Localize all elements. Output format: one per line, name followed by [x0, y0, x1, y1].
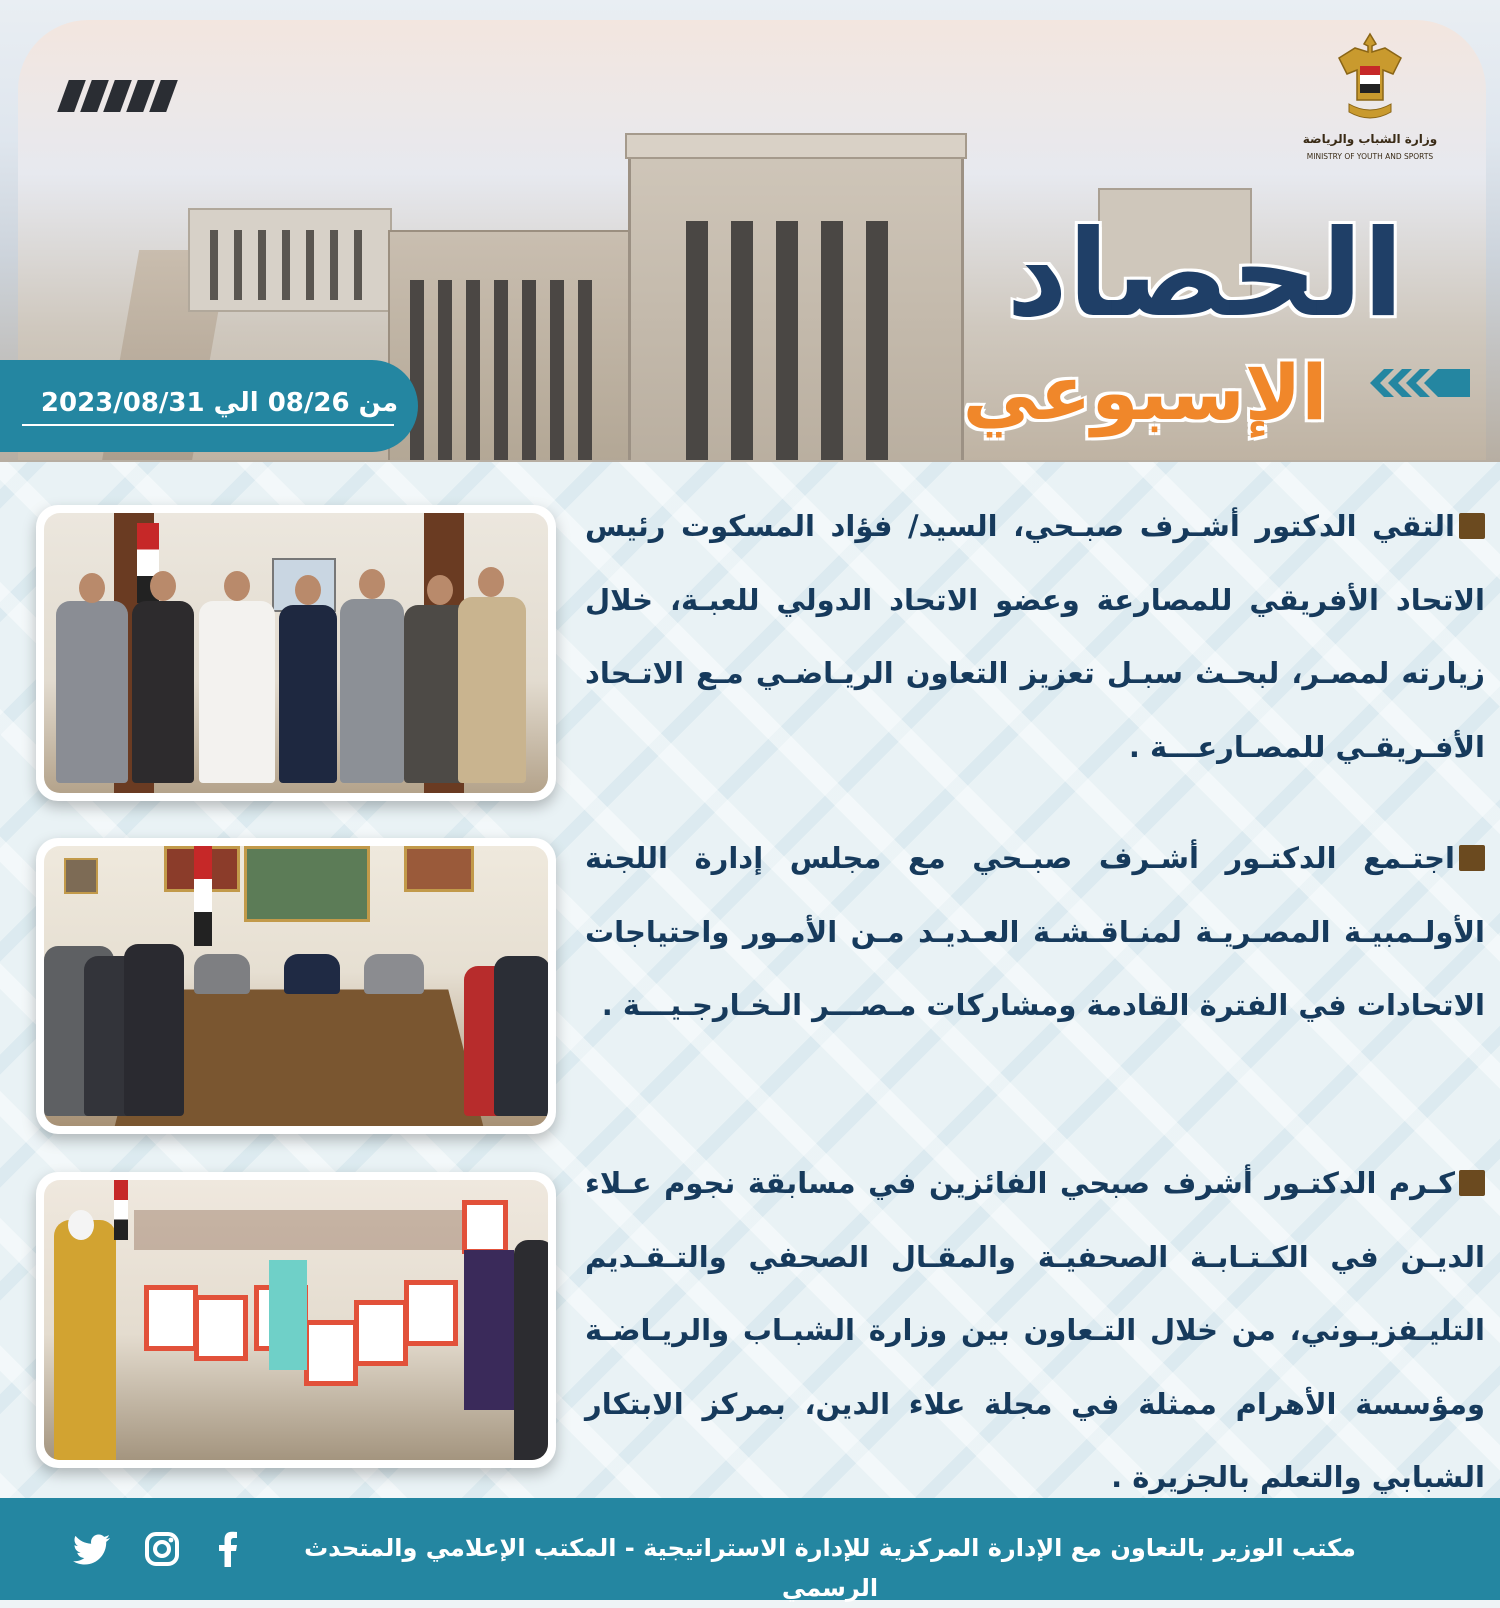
news-item-3-text: كـرم الدكتـور أشرف صبحي الفائزين في مسابقة نجوم عـلاء الديـن في الكـتـابـة الصحفيـة والمقـال الصحفي والتـقـديم التليـفزيـوني، من خلال التـعاون بين وزارة الشبـاب والريـاضـة ومؤسسة الأهرام ممثلة في مجلة علاء الدين، بمركز الابتكار الشبابي والتعلم بالجزيرة .: [585, 1166, 1485, 1494]
page-title: الحصاد: [1006, 205, 1404, 344]
date-range: من 08/26 الي 2023/08/31: [40, 388, 399, 418]
ministry-logo: [1300, 30, 1440, 170]
logo-text-arabic: وزارة الشباب والرياضة: [1302, 132, 1438, 146]
footer-credit: مكتب الوزير بالتعاون مع الإدارة المركزية للإدارة الاستراتيجية - المكتب الإعلامي والمتحدث الرسمي: [304, 1534, 1356, 1602]
eagle-emblem-icon: [1335, 30, 1405, 130]
instagram-icon[interactable]: [140, 1527, 184, 1571]
news-item-1-text: التقي الدكتور أشـرف صبـحي، السيد/ فؤاد المسكوت رئيس الاتحاد الأفريقي للمصارعة وعضو الاتحاد الدولي للعبـة، خلال زيارته لمصـر، لبحـث سبـل تعزيز التعاون الريـاضـي مـع الاتـحاد الأفـريقـي للمصـارعـــة .: [585, 509, 1485, 764]
facebook-icon[interactable]: [206, 1527, 250, 1571]
bullet-square-icon: [1459, 1170, 1485, 1196]
date-underline: [22, 424, 394, 426]
news-item-2: [585, 822, 1485, 1043]
chevrons-icon: [1370, 367, 1470, 399]
news-photo-1: [36, 505, 556, 801]
bullet-square-icon: [1459, 845, 1485, 871]
logo-text-english: MINISTRY OF YOUTH AND SPORTS: [1306, 152, 1434, 161]
twitter-icon[interactable]: [70, 1527, 114, 1571]
decor-stripes: [58, 80, 178, 112]
building-left: [388, 230, 632, 460]
building-main: [628, 148, 964, 460]
building-far: [188, 208, 392, 312]
news-item-1: [585, 490, 1485, 784]
header-banner: [0, 0, 1500, 462]
news-item-3: [585, 1147, 1485, 1515]
news-photo-3: [36, 1172, 556, 1468]
news-item-2-text: اجتـمع الدكتـور أشـرف صبـحي مع مجلس إدارة اللجنة الأولـمبيـة المصـريـة لمنـاقـشـة العـديـد مـن الأمـور واحتياجات الاتحادات في الفترة القادمة ومشاركات مـصـــر الـخـارجـيـــة .: [585, 841, 1485, 1022]
bullet-square-icon: [1459, 513, 1485, 539]
page-subtitle: الإسبوعي: [962, 348, 1328, 437]
news-photo-2: [36, 838, 556, 1134]
